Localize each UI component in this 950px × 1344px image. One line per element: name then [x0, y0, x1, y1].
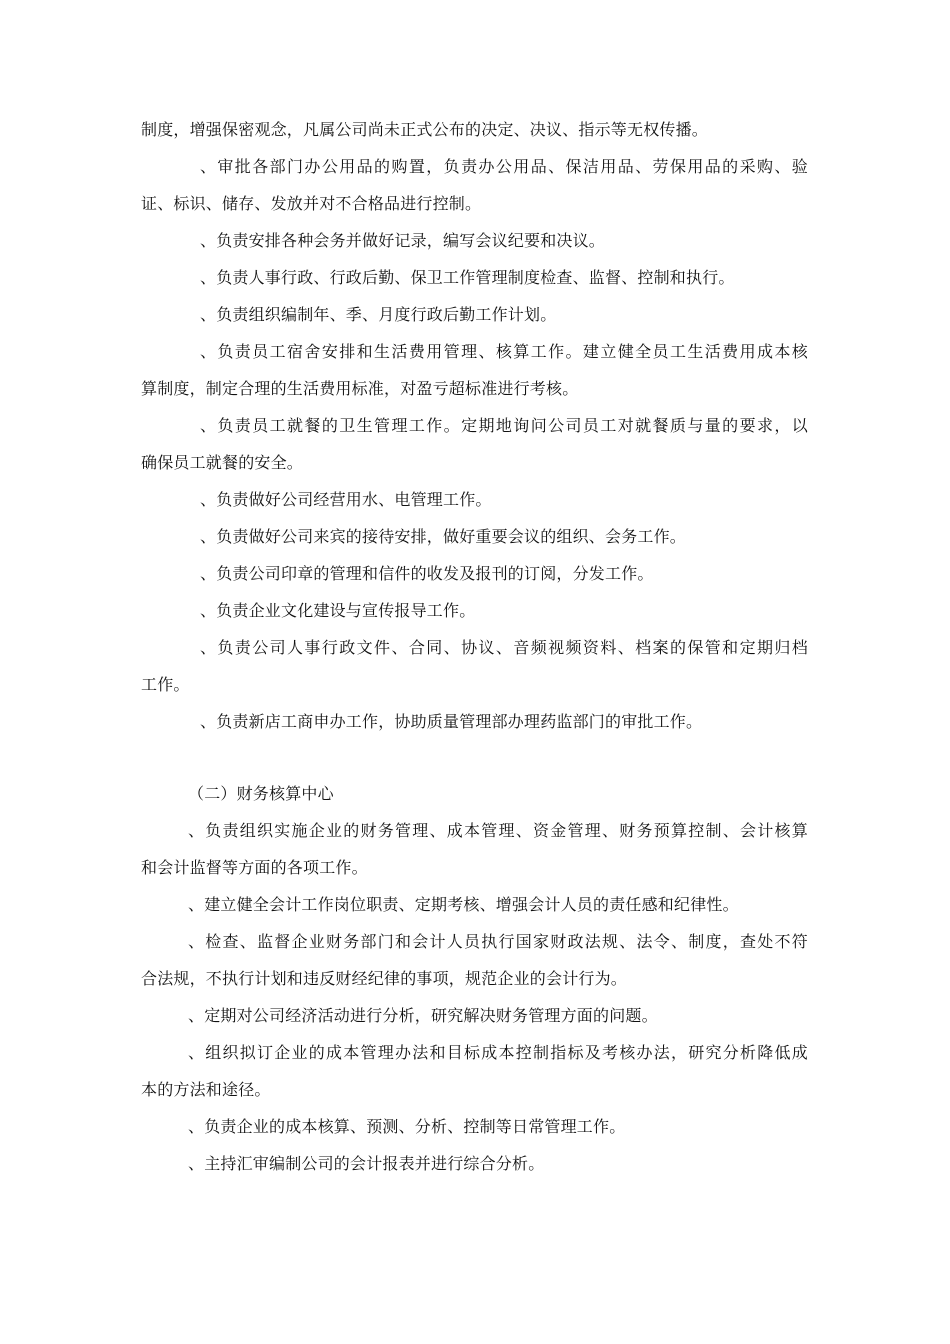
text-line: 、负责公司人事行政文件、合同、协议、音频视频资料、档案的保管和定期归档	[200, 638, 808, 657]
text-line: 、负责企业的成本核算、预测、分析、控制等日常管理工作。	[188, 1117, 626, 1136]
text-line: 、负责安排各种会务并做好记录，编写会议纪要和决议。	[200, 231, 606, 250]
text-line: 、负责员工就餐的卫生管理工作。定期地询问公司员工对就餐质与量的要求，以	[200, 416, 808, 435]
text-line: 、负责做好公司来宾的接待安排，做好重要会议的组织、会务工作。	[200, 527, 687, 546]
text-line: 确保员工就餐的安全。	[141, 453, 304, 472]
text-line: 、负责员工宿舍安排和生活费用管理、核算工作。建立健全员工生活费用成本核	[200, 342, 808, 361]
text-line: 算制度，制定合理的生活费用标准，对盈亏超标准进行考核。	[141, 379, 579, 398]
text-line: 、定期对公司经济活动进行分析，研究解决财务管理方面的问题。	[188, 1006, 658, 1025]
text-line: 、负责做好公司经营用水、电管理工作。	[200, 490, 492, 509]
text-line: 、主持汇审编制公司的会计报表并进行综合分析。	[188, 1154, 545, 1173]
text-line: 本的方法和途径。	[141, 1080, 271, 1099]
text-line: 、负责组织编制年、季、月度行政后勤工作计划。	[200, 305, 557, 324]
text-line: 、审批各部门办公用品的购置，负责办公用品、保洁用品、劳保用品的采购、验	[200, 157, 808, 176]
text-line: 、建立健全会计工作岗位职责、定期考核、增强会计人员的责任感和纪律性。	[188, 895, 739, 914]
text-line: 、组织拟订企业的成本管理办法和目标成本控制指标及考核办法，研究分析降低成	[188, 1043, 808, 1062]
text-line: 工作。	[141, 675, 190, 694]
text-line: 、负责人事行政、行政后勤、保卫工作管理制度检查、监督、控制和执行。	[200, 268, 735, 287]
text-line: 制度，增强保密观念，凡属公司尚未正式公布的决定、决议、指示等无权传播。	[141, 120, 709, 139]
text-line: 、负责组织实施企业的财务管理、成本管理、资金管理、财务预算控制、会计核算	[188, 821, 808, 840]
text-line: 、负责公司印章的管理和信件的收发及报刊的订阅，分发工作。	[200, 564, 654, 583]
section-heading: （二）财务核算中心	[188, 784, 334, 803]
text-line: 、检查、监督企业财务部门和会计人员执行国家财政法规、法令、制度，查处不符	[188, 932, 808, 951]
text-line: 、负责新店工商申办工作，协助质量管理部办理药监部门的审批工作。	[200, 712, 703, 731]
text-line: 、负责企业文化建设与宣传报导工作。	[200, 601, 476, 620]
text-line: 证、标识、储存、发放并对不合格品进行控制。	[141, 194, 482, 213]
text-line: 和会计监督等方面的各项工作。	[141, 858, 368, 877]
text-line: 合法规，不执行计划和违反财经纪律的事项，规范企业的会计行为。	[141, 969, 628, 988]
